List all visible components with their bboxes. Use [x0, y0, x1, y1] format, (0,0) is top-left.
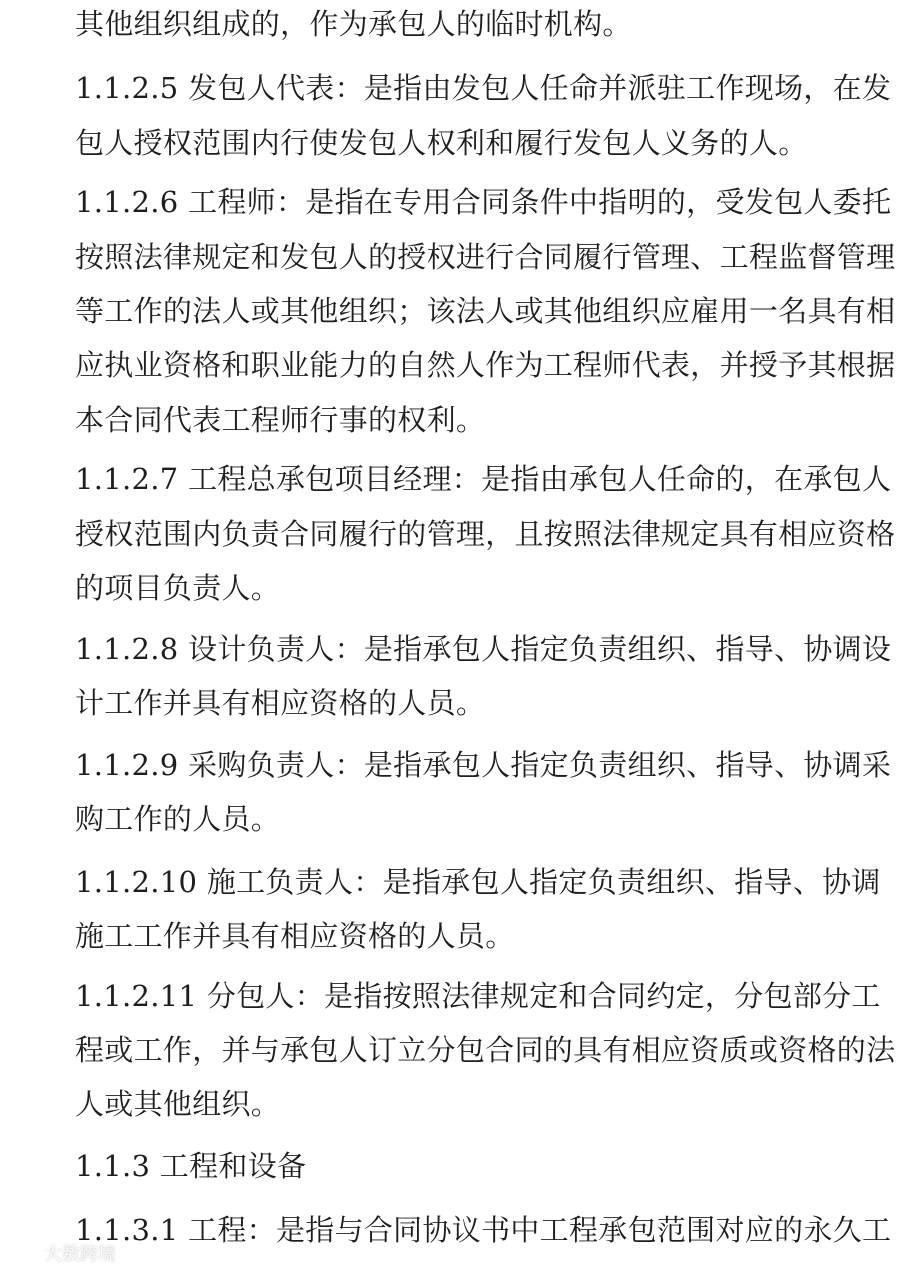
text-line: 其他组织组成的，作为承包人的临时机构。 — [75, 7, 632, 41]
text-line: 的项目负责人。 — [75, 571, 281, 605]
text-line: 1.1.2.7 工程总承包项目经理：是指由承包人任命的，在承包人 — [75, 462, 892, 496]
text-line: 授权范围内负责合同履行的管理，且按照法律规定具有相应资格 — [75, 517, 896, 551]
text-line: 按照法律规定和发包人的授权进行合同履行管理、工程监督管理 — [75, 240, 896, 274]
watermark-text: 大数跨境 — [44, 1244, 116, 1265]
logo-icon — [10, 1242, 38, 1264]
text-line: 1.1.2.5 发包人代表：是指由发包人任命并派驻工作现场，在发 — [75, 71, 892, 105]
text-line: 1.1.2.10 施工负责人：是指承包人指定负责组织、指导、协调 — [75, 865, 881, 899]
text-line: 包人授权范围内行使发包人权利和履行发包人义务的人。 — [75, 126, 808, 160]
text-line: 程或工作，并与承包人订立分包合同的具有相应资质或资格的法 — [75, 1033, 896, 1067]
text-line: 计工作并具有相应资格的人员。 — [75, 686, 486, 720]
text-line: 1.1.2.6 工程师：是指在专用合同条件中指明的，受发包人委托 — [75, 185, 892, 219]
text-line: 1.1.3.1 工程：是指与合同协议书中工程承包范围对应的永久工 — [75, 1213, 892, 1247]
text-line: 本合同代表工程师行事的权利。 — [75, 403, 486, 437]
text-line: 购工作的人员。 — [75, 802, 281, 836]
text-line: 1.1.2.11 分包人：是指按照法律规定和合同约定，分包部分工 — [75, 979, 881, 1013]
watermark — [10, 1238, 116, 1268]
section-heading: 1.1.3 工程和设备 — [75, 1149, 307, 1183]
text-line: 施工工作并具有相应资格的人员。 — [75, 919, 515, 953]
text-line: 应执业资格和职业能力的自然人作为工程师代表，并授予其根据 — [75, 348, 896, 382]
text-line: 1.1.2.8 设计负责人：是指承包人指定负责组织、指导、协调设 — [75, 632, 892, 666]
text-line: 等工作的法人或其他组织；该法人或其他组织应雇用一名具有相 — [75, 294, 896, 328]
text-line: 1.1.2.9 采购负责人：是指承包人指定负责组织、指导、协调采 — [75, 748, 892, 782]
text-line: 人或其他组织。 — [75, 1087, 281, 1121]
